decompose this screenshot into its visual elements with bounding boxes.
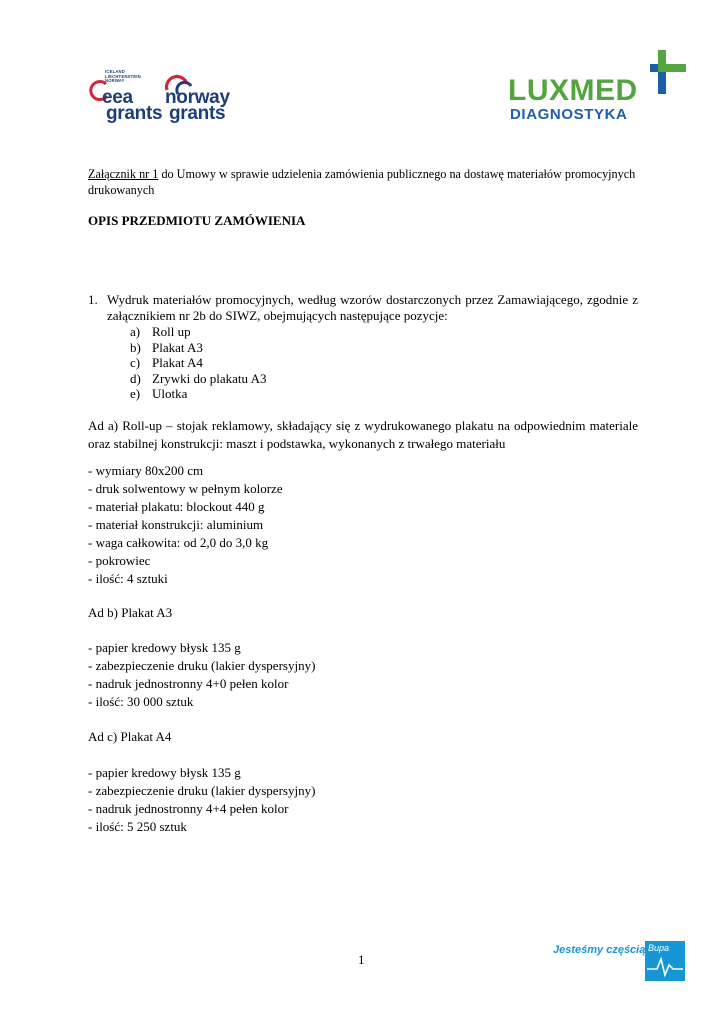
luxmed-cross-icon: [642, 50, 686, 96]
norway-line2: grants: [169, 103, 226, 124]
list-item: d) Zrywki do plakatu A3: [130, 370, 267, 386]
spec-item: - druk solwentowy w pełnym kolorze: [88, 481, 283, 496]
bupa-badge: [645, 941, 685, 981]
list-item: a) Roll up: [130, 324, 191, 339]
spec-item: - wymiary 80x200 cm: [88, 463, 204, 478]
eea-countries: ICELAND LIECHTENSTEIN NORWAY: [105, 69, 141, 84]
list-item: e) Ulotka: [130, 386, 188, 402]
ad-a-specs: [88, 463, 283, 589]
norway-line1: norway: [165, 87, 230, 108]
luxmed-title: LUXMED: [508, 74, 638, 107]
spec-item: - nadruk jednostronny 4+0 pełen kolor: [88, 676, 289, 691]
ad-c-title: Ad c) Plakat A4: [88, 729, 172, 744]
spec-item: - materiał plakatu: blockout 440 g: [88, 499, 265, 514]
attachment-link: Załącznik nr 1: [88, 167, 159, 181]
page-title: OPIS PRZEDMIOTU ZAMÓWIENIA: [88, 213, 306, 228]
spec-item: - waga całkowita: od 2,0 do 3,0 kg: [88, 535, 269, 550]
luxmed-logo: [508, 50, 688, 125]
spec-item: - papier kredowy błysk 135 g: [88, 640, 241, 655]
spec-item: - nadruk jednostronny 4+4 pełen kolor: [88, 801, 289, 816]
ad-b-specs: [88, 640, 315, 712]
ad-b-title: Ad b) Plakat A3: [88, 605, 173, 620]
spec-item: - zabezpieczenie druku (lakier dyspersyjny): [88, 658, 316, 673]
eea-norway-grants-logo: [88, 70, 248, 126]
list-item: c) Plakat A4: [130, 355, 203, 371]
bupa-footer-logo: [553, 941, 685, 981]
ad-a-intro: Ad a) Roll-up – stojak reklamowy, składający się z wydrukowanego plakatu na odpowiednim materiale oraz stabilnej konstrukcji: maszt i podstawka, wykonanych z trwałego materiału: [88, 418, 638, 451]
ad-c-specs: [88, 765, 315, 837]
spec-item: - pokrowiec: [88, 553, 151, 568]
bupa-brand: Bupa: [648, 943, 670, 953]
item-1: [88, 292, 638, 324]
spec-item: - ilość: 5 250 sztuk: [88, 819, 187, 834]
spec-item: - ilość: 4 sztuki: [88, 571, 168, 586]
luxmed-subtitle: DIAGNOSTYKA: [510, 106, 628, 123]
attachment-caption-text: do Umowy w sprawie udzielenia zamówienia publicznego na dostawę materiałów promocyjnych drukowanych: [88, 167, 636, 197]
attachment-caption: [88, 166, 648, 198]
item-1-text: Wydruk materiałów promocyjnych, według wzorów dostarczonych przez Zamawiającego, zgodnie z załącznikiem nr 2b do SIWZ, obejmujących następujące pozycje:: [107, 292, 638, 323]
spec-item: - papier kredowy błysk 135 g: [88, 765, 241, 780]
bupa-slogan: Jesteśmy częścią: [553, 944, 646, 956]
page-number: 1: [358, 952, 365, 967]
spec-item: - zabezpieczenie druku (lakier dyspersyjny): [88, 783, 316, 798]
item-1-number: 1.: [88, 292, 98, 307]
eea-line2: grants: [106, 103, 163, 124]
spec-item: - materiał konstrukcji: aluminium: [88, 517, 264, 532]
heartbeat-icon: [647, 955, 683, 977]
eea-line1: eea: [102, 87, 133, 108]
spec-item: - ilość: 30 000 sztuk: [88, 694, 194, 709]
item-1-sublist: [130, 324, 266, 402]
list-item: b) Plakat A3: [130, 339, 203, 355]
